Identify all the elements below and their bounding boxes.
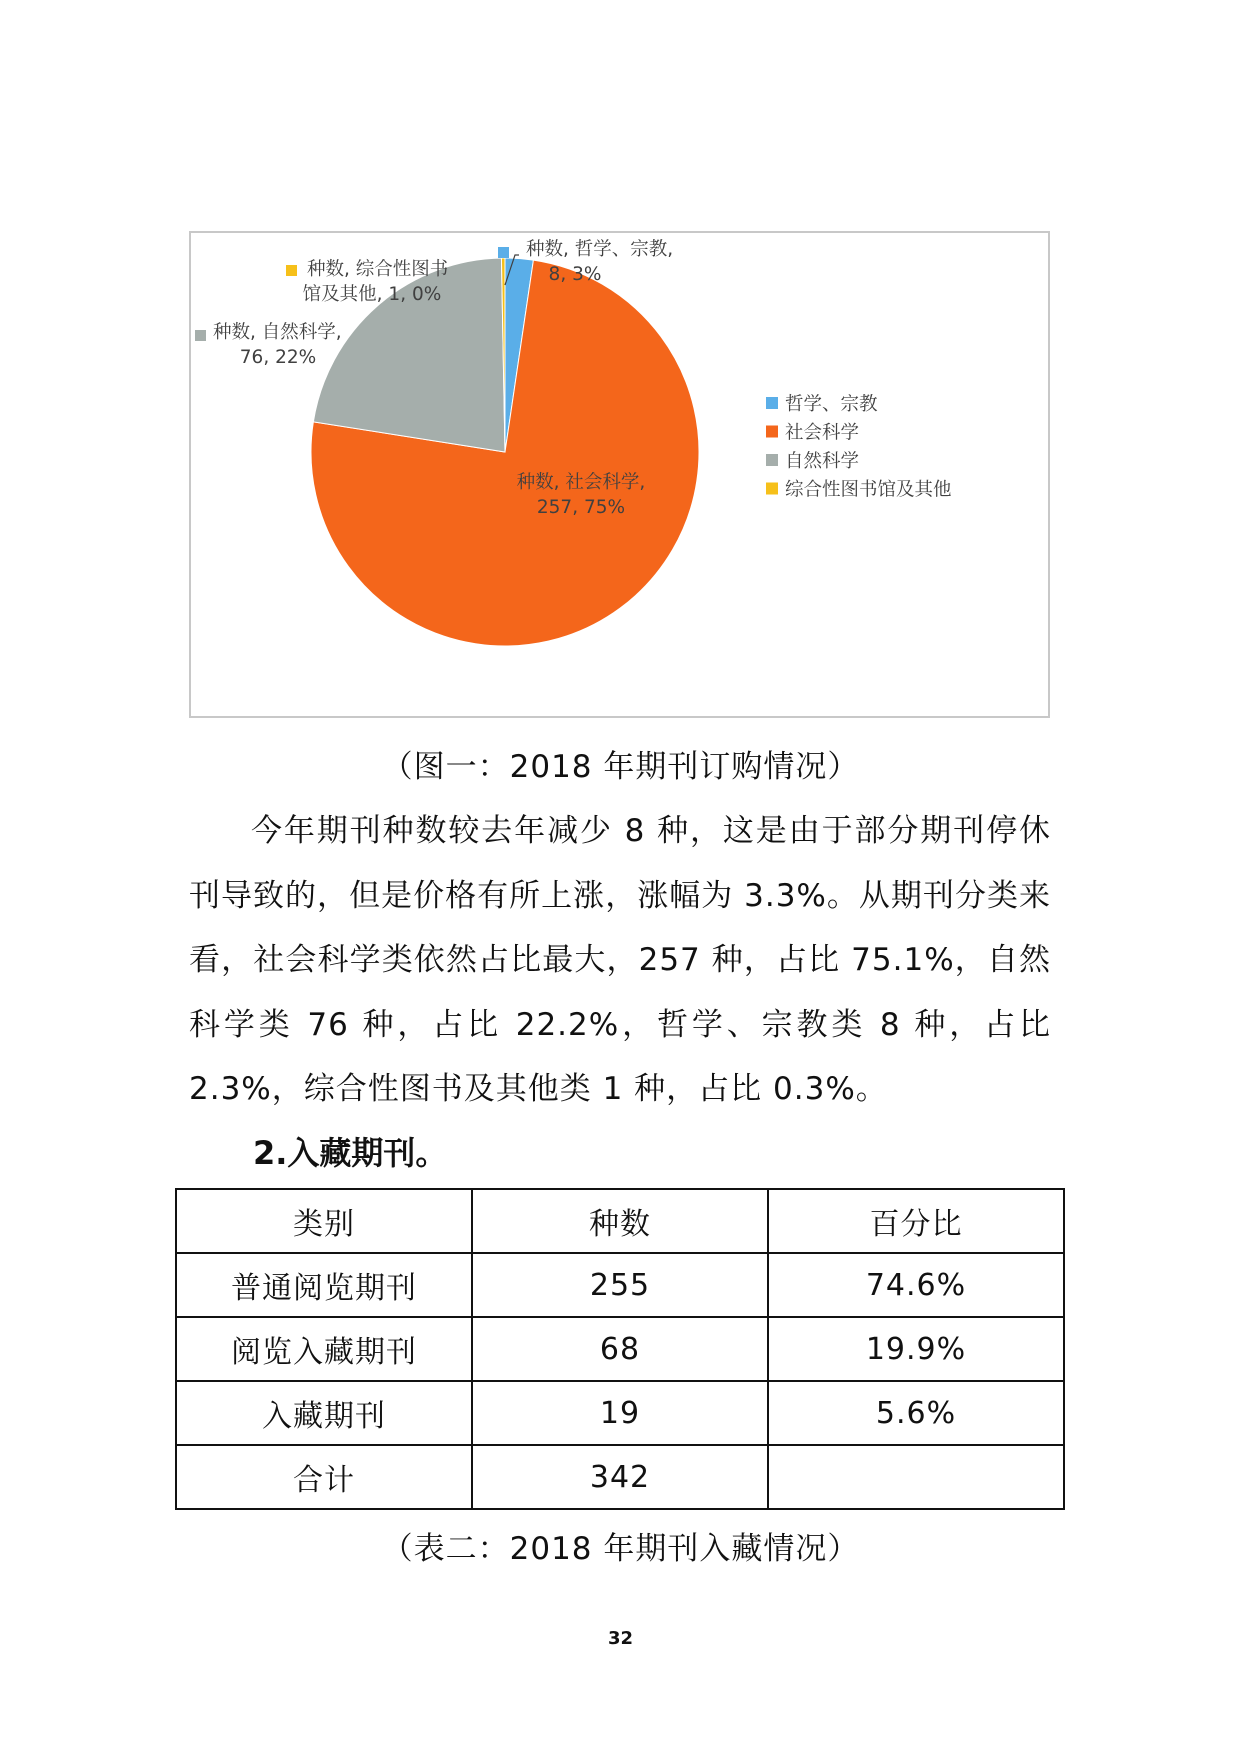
table-cell: 19.9%	[768, 1317, 1064, 1381]
legend-swatch	[766, 397, 778, 409]
legend-swatch	[766, 483, 778, 495]
section-heading: 2.入藏期刊。	[253, 1134, 448, 1172]
table-cell: 5.6%	[768, 1381, 1064, 1445]
table-cell: 入藏期刊	[176, 1381, 472, 1445]
table-cell: 普通阅览期刊	[176, 1253, 472, 1317]
table-cell: 74.6%	[768, 1253, 1064, 1317]
table-cell	[768, 1445, 1064, 1509]
legend-entry: 哲学、宗教	[785, 394, 878, 415]
figure-caption: （图一：2018 年期刊订购情况）	[381, 749, 860, 785]
page-number: 32	[607, 1628, 634, 1649]
table-cell: 阅览入藏期刊	[176, 1317, 472, 1381]
table-cell: 342	[472, 1445, 768, 1509]
data-label: 种数, 综合性图书	[307, 259, 449, 280]
data-label: 257, 75%	[536, 497, 626, 518]
table-cell: 19	[472, 1381, 768, 1445]
data-label-marker	[286, 265, 297, 276]
data-label: 馆及其他, 1, 0%	[302, 284, 442, 305]
legend-swatch	[766, 426, 778, 438]
table-header-cell: 百分比	[768, 1189, 1064, 1253]
legend-swatch	[766, 454, 778, 466]
legend-entry: 社会科学	[785, 422, 860, 444]
table-cell: 68	[472, 1317, 768, 1381]
table-row	[176, 1317, 1064, 1381]
collection-table	[175, 1188, 1065, 1510]
table-header-cell: 类别	[176, 1189, 472, 1253]
data-label-marker	[498, 247, 509, 258]
table-row	[176, 1445, 1064, 1509]
data-label: 种数, 社会科学,	[516, 472, 646, 493]
table-row	[176, 1381, 1064, 1445]
legend-entry: 自然科学	[785, 451, 860, 472]
data-label: 76, 22%	[239, 347, 317, 368]
table-header-cell: 种数	[472, 1189, 768, 1253]
table-header-row	[176, 1189, 1064, 1253]
pie-chart-svg	[191, 233, 1052, 720]
legend-entry: 综合性图书馆及其他	[785, 479, 952, 501]
pie-chart	[189, 231, 1050, 718]
table-cell: 255	[472, 1253, 768, 1317]
body-paragraph: 今年期刊种数较去年减少 8 种，这是由于部分期刊停休刊导致的，但是价格有所上涨，涨幅为 3.3%。从期刊分类来看，社会科学类依然占比最大，257 种，占比 75.1%，自然科学类 76 种，占比 22.2%，哲学、宗教类 8 种，占比 2.3%，综合性图书及其他类 1 种，占比 0.3%。	[189, 813, 1051, 1107]
table-row	[176, 1253, 1064, 1317]
data-label: 8, 3%	[548, 264, 602, 285]
table-caption: （表二：2018 年期刊入藏情况）	[381, 1531, 860, 1567]
table-cell: 合计	[176, 1445, 472, 1509]
data-label: 种数, 自然科学,	[213, 322, 342, 343]
data-label-marker	[195, 330, 206, 341]
data-label: 种数, 哲学、宗教,	[526, 239, 674, 260]
